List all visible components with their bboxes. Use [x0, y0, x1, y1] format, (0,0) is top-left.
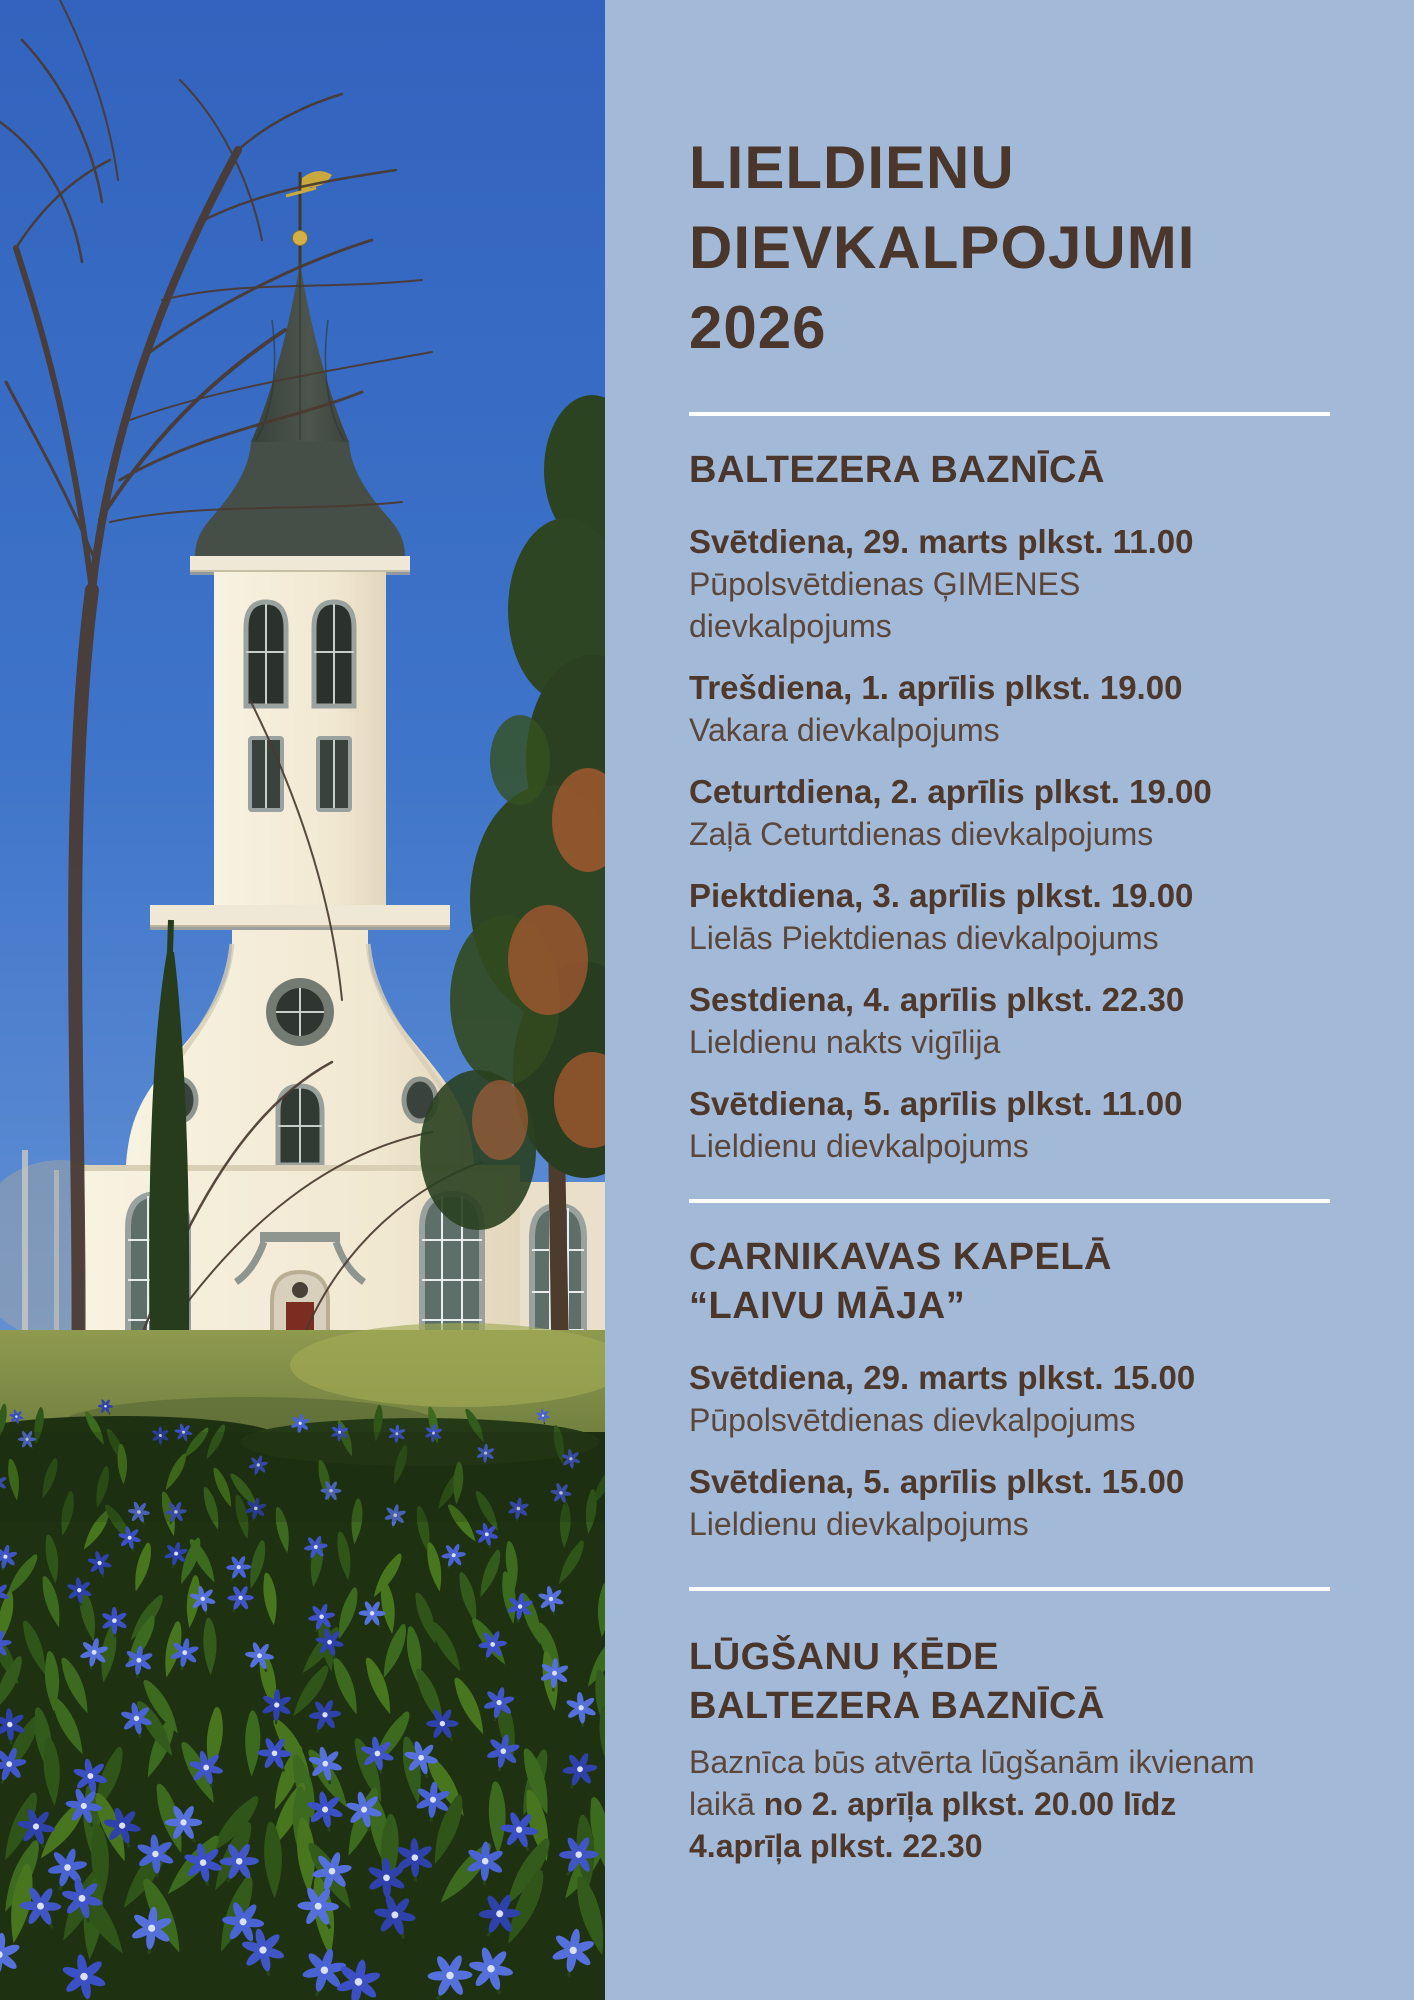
event: [689, 521, 1330, 647]
event: [689, 979, 1330, 1063]
event-time: Trešdiena, 1. aprīlis plkst. 19.00: [689, 669, 1183, 706]
door-canopy: [260, 1232, 340, 1242]
title-line: 2026: [689, 294, 827, 361]
event: [689, 1357, 1330, 1441]
info-panel: [605, 0, 1414, 2000]
event: [689, 771, 1330, 855]
event-time: Svētdiena, 29. marts plkst. 11.00: [689, 523, 1194, 560]
section-heading: LŪGŠANU ĶĒDE BALTEZERA BAZNĪCĀ: [689, 1636, 1105, 1727]
section-baltezera-baznica: [689, 446, 1330, 1167]
event-description: Vakara dievkalpojums: [689, 712, 1000, 748]
divider: [689, 1587, 1330, 1591]
weathervane-ball: [293, 231, 308, 246]
divider: [689, 412, 1330, 416]
section-lugsanu-kede: [689, 1633, 1330, 1867]
title-line: DIEVKALPOJUMI: [689, 214, 1196, 281]
church-photo-illustration: [0, 0, 605, 2000]
event-time: Piektdiena, 3. aprīlis plkst. 19.00: [689, 877, 1194, 914]
section-heading: BALTEZERA BAZNĪCĀ: [689, 449, 1105, 491]
event-description: Zaļā Ceturtdienas dievkalpojums: [689, 816, 1154, 852]
event-time: Svētdiena, 5. aprīlis plkst. 11.00: [689, 1085, 1183, 1122]
event-description: Lieldienu nakts vigīlija: [689, 1024, 1001, 1060]
event-description: Pūpolsvētdienas ĢIMENES dievkalpojums: [689, 566, 1081, 644]
prayer-chain-note: Baznīca būs atvērta lūgšanām ikvienam laikā no 2. aprīļa plkst. 20.00 līdz 4.aprīļa plkst. 22.30: [689, 1744, 1255, 1864]
event: [689, 1461, 1330, 1545]
section-heading: CARNIKAVAS KAPELĀ “LAIVU MĀJA”: [689, 1236, 1112, 1327]
event-time: Svētdiena, 5. aprīlis plkst. 15.00: [689, 1463, 1185, 1500]
section-carnikavas-kapela: [689, 1233, 1330, 1545]
poster-title: [689, 128, 1330, 368]
divider: [689, 1199, 1330, 1203]
event-description: Lieldienu dievkalpojums: [689, 1128, 1029, 1164]
belfry: [214, 572, 386, 910]
event: [689, 875, 1330, 959]
event: [689, 667, 1330, 751]
event-time: Svētdiena, 29. marts plkst. 15.00: [689, 1359, 1196, 1396]
event-description: Lieldienu dievkalpojums: [689, 1506, 1029, 1542]
church-photo: [0, 0, 605, 2000]
event: [689, 1083, 1330, 1167]
event-time: Ceturtdiena, 2. aprīlis plkst. 19.00: [689, 773, 1212, 810]
event-description: Lielās Piektdienas dievkalpojums: [689, 920, 1159, 956]
title-line: LIELDIENU: [689, 134, 1015, 201]
event-description: Pūpolsvētdienas dievkalpojums: [689, 1402, 1136, 1438]
event-time: Sestdiena, 4. aprīlis plkst. 22.30: [689, 981, 1185, 1018]
